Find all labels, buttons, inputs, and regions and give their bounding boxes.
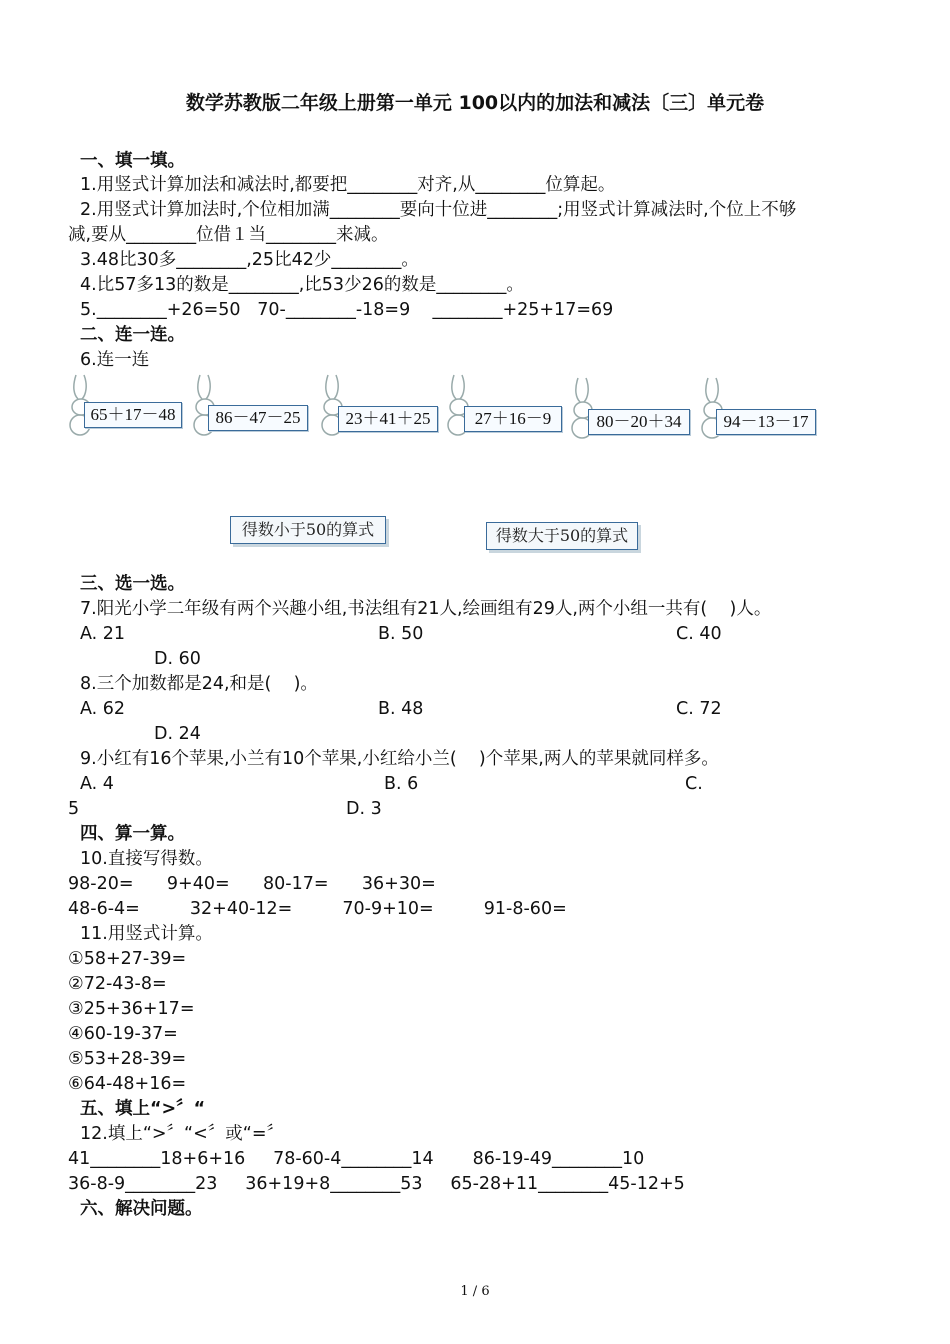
section-4-heading: 四、算一算。	[80, 824, 185, 844]
option-8c[interactable]: C. 72	[676, 699, 722, 719]
option-9a[interactable]: A. 4	[80, 774, 114, 794]
expression-card[interactable]: 80－20＋34	[588, 409, 690, 435]
section-3-heading: 三、选一选。	[80, 574, 185, 594]
option-9c-value: 5	[68, 799, 80, 819]
option-9b[interactable]: B. 6	[384, 774, 419, 794]
question-1: 1.用竖式计算加法和减法时,都要把________对齐,从________位算起。	[80, 175, 616, 195]
question-11: 11.用竖式计算。	[80, 924, 213, 944]
option-9c[interactable]: C.	[685, 774, 703, 794]
question-11-item: ④60-19-37=	[68, 1024, 178, 1044]
option-8a[interactable]: A. 62	[80, 699, 126, 719]
question-10-row-2: 48-6-4= 32+40-12= 70-9+10= 91-8-60=	[68, 899, 567, 919]
question-6: 6.连一连	[80, 350, 150, 370]
question-12: 12.填上“>〞“<〞或“=〞	[80, 1124, 285, 1144]
question-11-item: ⑥64-48+16=	[68, 1074, 187, 1094]
option-9d[interactable]: D. 3	[346, 799, 382, 819]
page-number: 1 / 6	[460, 1284, 490, 1299]
section-2-heading: 二、连一连。	[80, 325, 185, 345]
question-11-item: ③25+36+17=	[68, 999, 195, 1019]
question-12-row-2: 36-8-9________23 36+19+8________53 65-28+11________45-12+5	[68, 1174, 685, 1194]
question-11-item: ⑤53+28-39=	[68, 1049, 187, 1069]
question-11-item: ②72-43-8=	[68, 974, 167, 994]
option-7b[interactable]: B. 50	[378, 624, 424, 644]
expression-card[interactable]: 86－47－25	[208, 405, 308, 431]
expression-card[interactable]: 65＋17－48	[84, 402, 182, 428]
question-10-row-1: 98-20= 9+40= 80-17= 36+30=	[68, 874, 436, 894]
question-9: 9.小红有16个苹果,小兰有10个苹果,小红给小兰( )个苹果,两人的苹果就同样多。	[80, 749, 719, 769]
bin-greater-than-50[interactable]: 得数大于50的算式	[486, 522, 638, 550]
page-title: 数学苏教版二年级上册第一单元 100以内的加法和减法〔三〕单元卷	[185, 92, 765, 114]
option-8b[interactable]: B. 48	[378, 699, 424, 719]
option-7c[interactable]: C. 40	[676, 624, 722, 644]
question-12-row-1: 41________18+6+16 78-60-4________14 86-19-49________10	[68, 1149, 645, 1169]
question-11-item: ①58+27-39=	[68, 949, 187, 969]
option-7d[interactable]: D. 60	[154, 649, 201, 669]
section-1-heading: 一、填一填。	[80, 151, 185, 171]
question-5: 5.________+26=50 70-________-18=9 ________+25+17=69	[80, 300, 614, 320]
question-4: 4.比57多13的数是________,比53少26的数是________。	[80, 275, 524, 295]
question-8: 8.三个加数都是24,和是( )。	[80, 674, 318, 694]
question-2-line-1: 2.用竖式计算加法时,个位相加满________要向十位进________;用竖式计算减法时,个位上不够	[80, 200, 797, 220]
question-2-line-2: 减,要从________位借１当________来减。	[68, 225, 389, 245]
expression-card[interactable]: 27＋16－9	[464, 406, 562, 432]
option-7a[interactable]: A. 21	[80, 624, 126, 644]
section-5-heading: 五、填上“>〞“	[80, 1099, 206, 1119]
expression-card[interactable]: 94－13－17	[716, 409, 816, 435]
option-8d[interactable]: D. 24	[154, 724, 201, 744]
expression-card[interactable]: 23＋41＋25	[338, 406, 438, 432]
question-3: 3.48比30多________,25比42少________。	[80, 250, 419, 270]
question-10: 10.直接写得数。	[80, 849, 213, 869]
question-7: 7.阳光小学二年级有两个兴趣小组,书法组有21人,绘画组有29人,两个小组一共有( )人。	[80, 599, 772, 619]
section-6-heading: 六、解决问题。	[80, 1199, 203, 1219]
bin-less-than-50[interactable]: 得数小于50的算式	[230, 516, 386, 544]
